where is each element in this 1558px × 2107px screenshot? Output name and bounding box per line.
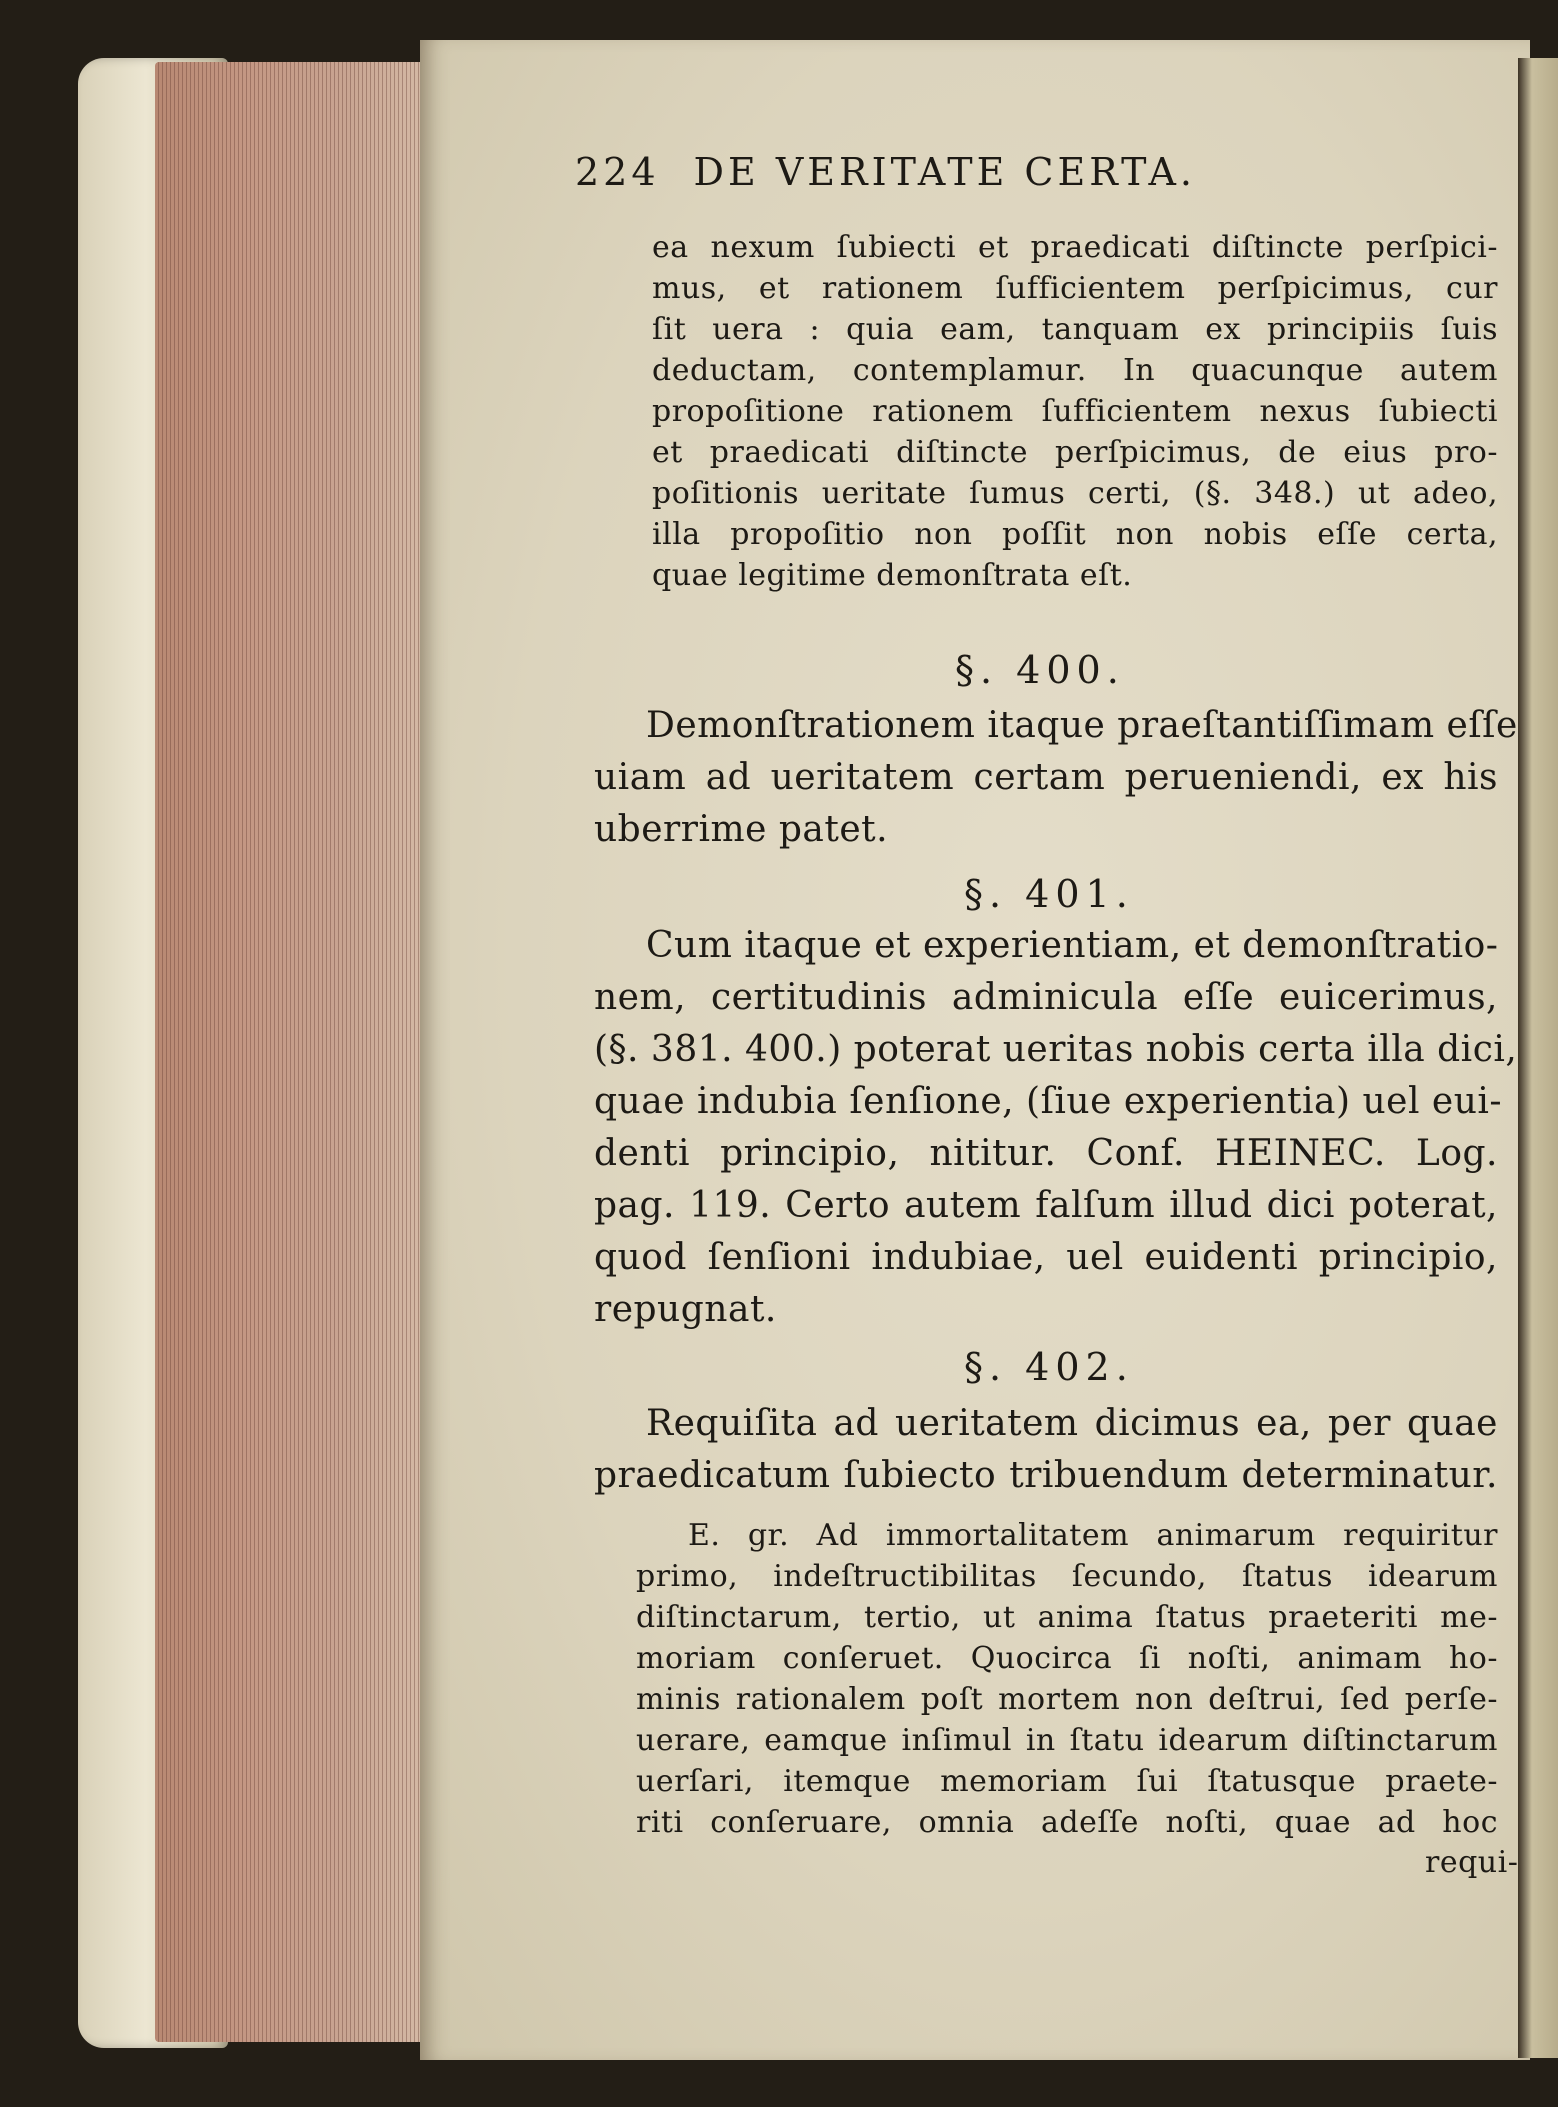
text-line: uiam ad ueritatem certam perueniendi, ex his (594, 757, 1498, 798)
text-line: diſtinctarum, tertio, ut anima ſtatus praeteriti me- (636, 1600, 1498, 1635)
text-line: (§. 381. 400.) poterat ueritas nobis certa illa dici, (594, 1029, 1518, 1070)
page-gutter (1518, 58, 1558, 2058)
page-edges (155, 62, 425, 2042)
text-line: uerſari, itemque memoriam ſui ſtatusque praete- (636, 1764, 1498, 1799)
text-line: E. gr. Ad immortalitatem animarum requiritur (688, 1518, 1498, 1553)
section-heading-402: §. 402. (964, 1345, 1134, 1389)
text-line: ea nexum ſubiecti et praedicati diſtincte perſpici- (652, 230, 1498, 265)
section-heading-401: §. 401. (964, 872, 1134, 916)
intro-paragraph (652, 227, 1498, 596)
running-head (575, 150, 1196, 194)
text-line: deductam, contemplamur. In quacunque autem (652, 353, 1498, 388)
text-line: Requiſita ad ueritatem dicimus ea, per quae (646, 1403, 1498, 1444)
text-line: moriam conſeruet. Quocirca ſi noſti, animam ho- (636, 1641, 1498, 1676)
text-line: riti conſeruare, omnia adeſſe noſti, quae ad hoc (636, 1805, 1498, 1840)
text-line: quod ſenſioni indubiae, uel euidenti principio, (594, 1237, 1498, 1278)
text-line: Demonſtrationem itaque praeſtantiſſimam eſſe (646, 705, 1518, 746)
text-line: propoſitione rationem ſufficientem nexus ſubiecti (652, 394, 1498, 429)
catchword: requi- (1425, 1845, 1519, 1880)
section-400-body (594, 700, 1518, 856)
page-number: 224 (575, 150, 660, 194)
text-line: ſit uera : quia eam, tanquam ex principiis ſuis (652, 312, 1498, 347)
text-line: nem, certitudinis adminicula eſſe euicerimus, (594, 977, 1498, 1018)
text-line: uerare, eamque inſimul in ſtatu idearum diſtinctarum (636, 1723, 1498, 1758)
running-title: DE VERITATE CERTA. (693, 150, 1196, 194)
text-line: minis rationalem poſt mortem non deſtrui, ſed perſe- (636, 1682, 1498, 1717)
text-line: praedicatum ſubiecto tribuendum determinatur. (594, 1455, 1498, 1496)
text-line: poſitionis ueritate ſumus certi, (§. 348.) ut adeo, (652, 476, 1498, 511)
text-line: primo, indeſtructibilitas ſecundo, ſtatus idearum (636, 1559, 1498, 1594)
section-402-body (594, 1398, 1498, 1502)
text-line: quae indubia ſenſione, (ſiue experientia) uel eui- (594, 1081, 1503, 1122)
text-line: illa propoſitio non poſſit non nobis eſſe certa, (652, 517, 1498, 552)
text-line: pag. 119. Certo autem falſum illud dici poterat, (594, 1185, 1498, 1226)
text-line: uberrime patet. (594, 809, 889, 850)
text-line: denti principio, nititur. Conf. HEINEC. Log. (594, 1133, 1498, 1174)
text-line: et praedicati diſtincte perſpicimus, de eius pro- (652, 435, 1498, 470)
text-line: Cum itaque et experientiam, et demonſtratio- (646, 925, 1499, 966)
text-line: mus, et rationem ſufficientem perſpicimus, cur (652, 271, 1498, 306)
example-paragraph (636, 1515, 1498, 1843)
text-line: repugnat. (594, 1289, 777, 1330)
section-heading-400: §. 400. (955, 648, 1125, 692)
text-line: quae legitime demonſtrata eſt. (652, 558, 1133, 593)
section-401-body (594, 920, 1518, 1336)
